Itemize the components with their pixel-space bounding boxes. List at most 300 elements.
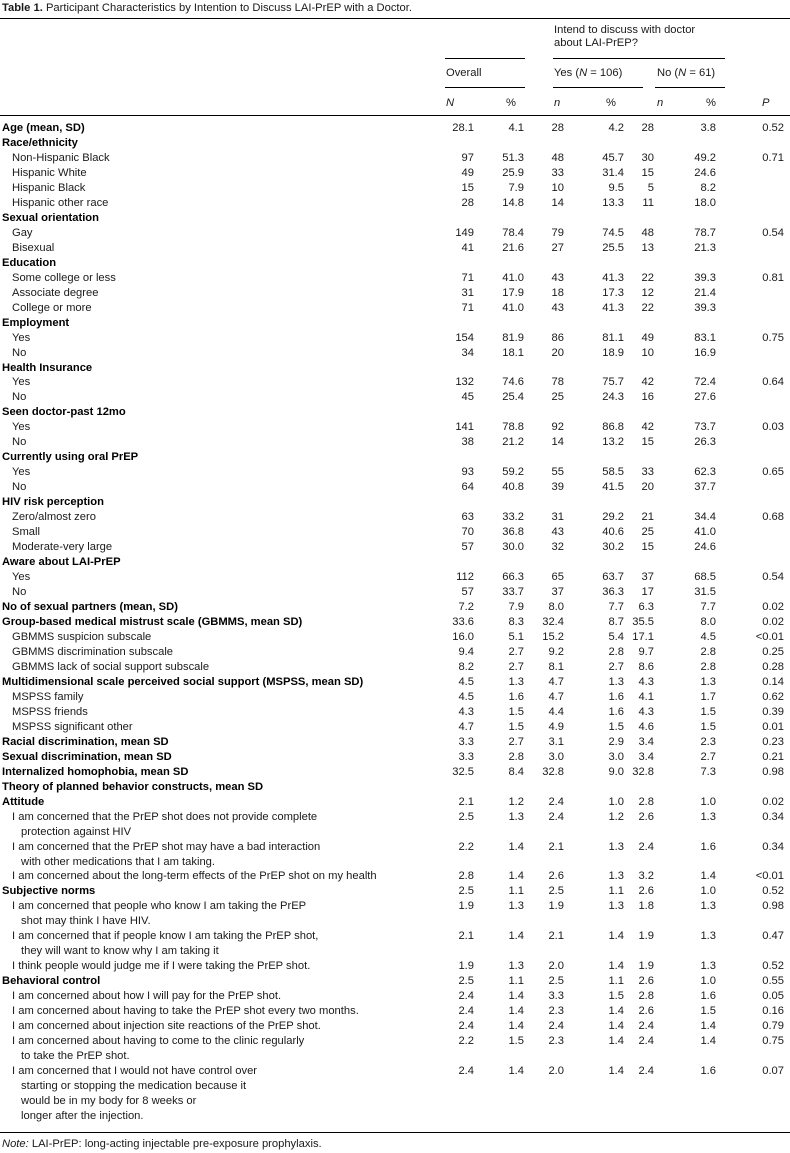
table-caption-text: Participant Characteristics by Intention to Discuss LAI-PrEP with a Doctor. xyxy=(45,2,412,14)
row-label-line: longer after the injection. xyxy=(21,1110,144,1123)
row-label-line: Attitude xyxy=(2,795,45,808)
table-row xyxy=(0,151,790,166)
cell-no-pct: 1.0 xyxy=(700,975,716,988)
cell-p-value: 0.81 xyxy=(762,271,784,284)
cell-no-n: 32.8 xyxy=(632,765,654,778)
cell-overall-pct: 1.4 xyxy=(508,930,524,943)
table-row xyxy=(0,720,790,735)
row-label-line: GBMMS lack of social support subscale xyxy=(12,660,210,673)
cell-no-pct: 1.3 xyxy=(700,960,716,973)
table-row xyxy=(0,226,790,241)
cell-no-n: 33 xyxy=(641,466,654,479)
row-label-line: Hispanic other race xyxy=(12,196,109,209)
cell-yes-pct: 1.4 xyxy=(608,1065,624,1078)
row-label-line: Behavioral control xyxy=(2,975,101,988)
cell-yes-n: 86 xyxy=(551,331,564,344)
row-label xyxy=(12,420,412,435)
row-label-line: Sexual discrimination, mean SD xyxy=(2,750,172,763)
row-label xyxy=(12,540,412,555)
cell-p-value: 0.25 xyxy=(762,645,784,658)
cell-no-pct: 1.4 xyxy=(700,1035,716,1048)
group-header-title xyxy=(554,24,695,50)
table-row xyxy=(0,555,790,570)
table-row xyxy=(0,780,790,795)
cell-no-n: 3.4 xyxy=(638,750,654,763)
cell-overall-n: 38 xyxy=(461,436,474,449)
row-label xyxy=(2,735,422,750)
no-header-prefix: No ( xyxy=(657,67,679,79)
row-label xyxy=(12,570,412,585)
cell-overall-pct: 14.8 xyxy=(502,196,524,209)
col-header-pct-yes: % xyxy=(606,97,616,109)
cell-overall-n: 4.7 xyxy=(458,720,474,733)
row-label-line: protection against HIV xyxy=(21,825,132,838)
cell-no-n: 42 xyxy=(641,376,654,389)
cell-yes-pct: 1.3 xyxy=(608,675,624,688)
row-label-line: I am concerned that I would not have control over xyxy=(12,1065,258,1078)
cell-yes-n: 43 xyxy=(551,526,564,539)
cell-overall-pct: 33.2 xyxy=(502,511,524,524)
cell-overall-pct: 21.6 xyxy=(502,241,524,254)
row-label-line: Small xyxy=(12,526,40,539)
cell-yes-pct: 74.5 xyxy=(602,226,624,239)
table-row xyxy=(0,959,790,974)
row-label-line: No xyxy=(12,346,27,359)
cell-no-pct: 24.6 xyxy=(694,541,716,554)
cell-yes-n: 2.1 xyxy=(548,840,564,853)
cell-p-value: 0.54 xyxy=(762,571,784,584)
cell-yes-pct: 1.4 xyxy=(608,930,624,943)
cell-no-pct: 83.1 xyxy=(694,331,716,344)
cell-no-pct: 18.0 xyxy=(694,196,716,209)
cell-no-pct: 72.4 xyxy=(694,376,716,389)
table-row xyxy=(0,840,790,870)
cell-p-value: 0.01 xyxy=(762,720,784,733)
cell-no-n: 4.3 xyxy=(638,675,654,688)
row-label xyxy=(12,480,412,495)
cell-yes-n: 2.3 xyxy=(548,1005,564,1018)
cell-no-pct: 1.0 xyxy=(700,885,716,898)
cell-yes-pct: 63.7 xyxy=(602,571,624,584)
cell-overall-pct: 59.2 xyxy=(502,466,524,479)
cell-overall-pct: 21.2 xyxy=(502,436,524,449)
cell-yes-n: 48 xyxy=(551,151,564,164)
cell-yes-pct: 9.0 xyxy=(608,765,624,778)
cell-overall-pct: 78.8 xyxy=(502,421,524,434)
table-row xyxy=(0,136,790,151)
row-label xyxy=(12,869,412,884)
row-label-line: Currently using oral PrEP xyxy=(2,451,139,464)
col-header-n-yes: n xyxy=(554,97,561,109)
cell-yes-pct: 1.4 xyxy=(608,1005,624,1018)
row-label xyxy=(12,1064,412,1124)
cell-p-value: 0.21 xyxy=(762,750,784,763)
row-label xyxy=(2,495,422,510)
cell-yes-pct: 4.2 xyxy=(608,122,624,134)
cell-yes-n: 43 xyxy=(551,271,564,284)
cell-overall-n: 2.2 xyxy=(458,840,474,853)
table-row xyxy=(0,450,790,465)
cell-no-n: 2.4 xyxy=(638,1035,654,1048)
cell-overall-pct: 1.4 xyxy=(508,1020,524,1033)
row-label xyxy=(12,840,412,870)
row-label-line: I am concerned that the PrEP shot may have a bad interaction xyxy=(12,840,321,853)
row-label xyxy=(2,615,422,630)
row-label xyxy=(2,256,422,271)
bottom-rule xyxy=(0,1132,790,1133)
cell-yes-pct: 1.1 xyxy=(608,885,624,898)
yes-header-prefix: Yes ( xyxy=(554,67,580,79)
cell-no-n: 17 xyxy=(641,586,654,599)
cell-no-n: 4.1 xyxy=(638,690,654,703)
col-header-N: N xyxy=(446,97,455,109)
table-caption-label: Table 1. xyxy=(2,2,43,14)
row-label xyxy=(12,301,412,316)
table-row xyxy=(0,241,790,256)
table-row xyxy=(0,585,790,600)
row-label-line: would be in my body for 8 weeks or xyxy=(21,1095,197,1108)
cell-overall-pct: 8.3 xyxy=(508,615,524,628)
cell-overall-pct: 40.8 xyxy=(502,481,524,494)
table-row xyxy=(0,705,790,720)
cell-overall-n: 4.5 xyxy=(458,690,474,703)
cell-no-pct: 21.4 xyxy=(694,286,716,299)
cell-no-pct: 7.3 xyxy=(700,765,716,778)
row-label xyxy=(12,810,412,840)
cell-no-pct: 21.3 xyxy=(694,241,716,254)
cell-p-value: 0.71 xyxy=(762,151,784,164)
cell-no-pct: 39.3 xyxy=(694,271,716,284)
table-row xyxy=(0,405,790,420)
cell-p-value: 0.52 xyxy=(762,960,784,973)
cell-p-value: <0.01 xyxy=(755,870,784,883)
cell-yes-pct: 13.2 xyxy=(602,436,624,449)
cell-yes-n: 79 xyxy=(551,226,564,239)
row-label xyxy=(2,316,422,331)
cell-no-n: 21 xyxy=(641,511,654,524)
cell-yes-pct: 1.6 xyxy=(608,690,624,703)
row-label-line: No xyxy=(12,436,27,449)
no-header-suffix: = 61) xyxy=(686,67,716,79)
cell-overall-pct: 1.3 xyxy=(508,900,524,913)
cell-overall-n: 4.3 xyxy=(458,705,474,718)
cell-no-pct: 1.6 xyxy=(700,990,716,1003)
cell-overall-n: 28.1 xyxy=(452,122,474,134)
cell-yes-pct: 18.9 xyxy=(602,346,624,359)
cell-no-pct: 3.8 xyxy=(700,122,716,134)
cell-p-value: 0.28 xyxy=(762,660,784,673)
cell-overall-n: 1.9 xyxy=(458,960,474,973)
row-label xyxy=(12,1034,412,1064)
row-label xyxy=(12,525,412,540)
row-label-line: Employment xyxy=(2,316,70,329)
cell-yes-n: 25 xyxy=(551,391,564,404)
cell-no-pct: 1.5 xyxy=(700,1005,716,1018)
row-label-line: Seen doctor-past 12mo xyxy=(2,406,126,419)
cell-overall-pct: 2.8 xyxy=(508,750,524,763)
cell-overall-pct: 2.7 xyxy=(508,645,524,658)
cell-overall-pct: 1.6 xyxy=(508,690,524,703)
row-label-line: Racial discrimination, mean SD xyxy=(2,735,169,748)
cell-yes-n: 14 xyxy=(551,436,564,449)
row-label xyxy=(2,675,422,690)
cell-p-value: 0.98 xyxy=(762,900,784,913)
row-label-line: Subjective norms xyxy=(2,885,96,898)
row-label xyxy=(12,465,412,480)
cell-no-pct: 26.3 xyxy=(694,436,716,449)
row-label xyxy=(12,390,412,405)
cell-yes-n: 2.4 xyxy=(548,810,564,823)
table-row xyxy=(0,600,790,615)
table-row xyxy=(0,525,790,540)
row-label xyxy=(12,989,412,1004)
table-row xyxy=(0,495,790,510)
table-row xyxy=(0,346,790,361)
cell-yes-n: 37 xyxy=(551,586,564,599)
cell-p-value: 0.39 xyxy=(762,705,784,718)
table-row xyxy=(0,929,790,959)
cell-yes-n: 2.6 xyxy=(548,870,564,883)
cell-yes-pct: 75.7 xyxy=(602,376,624,389)
cell-no-n: 4.6 xyxy=(638,720,654,733)
cell-yes-pct: 1.1 xyxy=(608,975,624,988)
cell-overall-n: 45 xyxy=(461,391,474,404)
cell-overall-n: 63 xyxy=(461,511,474,524)
cell-overall-n: 2.5 xyxy=(458,885,474,898)
cell-yes-pct: 1.3 xyxy=(608,840,624,853)
row-label-line: Yes xyxy=(12,421,31,434)
cell-overall-pct: 1.4 xyxy=(508,870,524,883)
row-label-line: Some college or less xyxy=(12,271,116,284)
cell-p-value: 0.98 xyxy=(762,765,784,778)
cell-yes-pct: 9.5 xyxy=(608,181,624,194)
cell-no-pct: 7.7 xyxy=(700,601,716,613)
cell-yes-n: 28 xyxy=(551,122,564,134)
cell-yes-pct: 7.7 xyxy=(608,601,624,613)
row-label xyxy=(12,271,412,286)
cell-p-value: 0.16 xyxy=(762,1005,784,1018)
row-label xyxy=(12,959,412,974)
table-row xyxy=(0,1004,790,1019)
cell-no-pct: 2.7 xyxy=(700,750,716,763)
row-label xyxy=(12,899,412,929)
cell-no-pct: 1.3 xyxy=(700,930,716,943)
col-header-pct-overall: % xyxy=(506,97,516,109)
cell-yes-pct: 2.7 xyxy=(608,660,624,673)
row-label-line: I am concerned that the PrEP shot does not provide complete xyxy=(12,810,318,823)
cell-no-n: 1.9 xyxy=(638,930,654,943)
cell-no-pct: 49.2 xyxy=(694,151,716,164)
row-label-line: Education xyxy=(2,256,57,269)
cell-overall-n: 57 xyxy=(461,541,474,554)
row-label-line: MSPSS family xyxy=(12,690,84,703)
cell-no-n: 10 xyxy=(641,346,654,359)
cell-no-n: 25 xyxy=(641,526,654,539)
cell-yes-n: 4.4 xyxy=(548,705,564,718)
row-label-line: with other medications that I am taking. xyxy=(21,855,216,868)
cell-yes-n: 92 xyxy=(551,421,564,434)
cell-no-n: 2.6 xyxy=(638,975,654,988)
cell-no-n: 2.4 xyxy=(638,840,654,853)
cell-yes-n: 2.4 xyxy=(548,795,564,808)
cell-overall-n: 28 xyxy=(461,196,474,209)
row-label xyxy=(2,765,422,780)
cell-no-pct: 68.5 xyxy=(694,571,716,584)
cell-overall-pct: 17.9 xyxy=(502,286,524,299)
cell-overall-n: 34 xyxy=(461,346,474,359)
cell-p-value: 0.54 xyxy=(762,226,784,239)
table-note xyxy=(2,1138,322,1150)
table-row xyxy=(0,899,790,929)
cell-yes-pct: 30.2 xyxy=(602,541,624,554)
cell-overall-n: 57 xyxy=(461,586,474,599)
cell-overall-n: 32.5 xyxy=(452,765,474,778)
cell-no-n: 13 xyxy=(641,241,654,254)
cell-no-n: 2.8 xyxy=(638,990,654,1003)
cell-no-n: 3.4 xyxy=(638,735,654,748)
overall-sub-rule xyxy=(445,87,525,88)
table-row xyxy=(0,181,790,196)
cell-yes-n: 78 xyxy=(551,376,564,389)
row-label-line: No xyxy=(12,391,27,404)
cell-yes-n: 65 xyxy=(551,571,564,584)
table-row xyxy=(0,301,790,316)
row-label xyxy=(12,375,412,390)
row-label-line: I am concerned that if people know I am taking the PrEP shot, xyxy=(12,930,319,943)
cell-no-pct: 1.3 xyxy=(700,900,716,913)
table-row xyxy=(0,316,790,331)
cell-overall-n: 31 xyxy=(461,286,474,299)
cell-yes-pct: 29.2 xyxy=(602,511,624,524)
row-label xyxy=(12,705,412,720)
table-row xyxy=(0,331,790,346)
cell-yes-n: 43 xyxy=(551,301,564,314)
cell-overall-n: 141 xyxy=(455,421,474,434)
cell-p-value: 0.07 xyxy=(762,1065,784,1078)
table-row xyxy=(0,510,790,525)
no-header xyxy=(657,67,715,80)
cell-yes-n: 32 xyxy=(551,541,564,554)
cell-yes-pct: 1.3 xyxy=(608,900,624,913)
cell-p-value: 0.75 xyxy=(762,331,784,344)
row-label-line: Yes xyxy=(12,331,31,344)
cell-no-pct: 1.6 xyxy=(700,1065,716,1078)
cell-yes-n: 3.0 xyxy=(548,750,564,763)
table-row xyxy=(0,286,790,301)
table-caption xyxy=(2,2,412,14)
cell-yes-pct: 58.5 xyxy=(602,466,624,479)
cell-yes-n: 4.7 xyxy=(548,690,564,703)
cell-overall-pct: 33.7 xyxy=(502,586,524,599)
cell-yes-pct: 41.3 xyxy=(602,271,624,284)
cell-overall-n: 4.5 xyxy=(458,675,474,688)
no-sub-rule xyxy=(655,87,725,88)
cell-overall-n: 70 xyxy=(461,526,474,539)
cell-overall-pct: 18.1 xyxy=(502,346,524,359)
row-label xyxy=(12,645,412,660)
cell-yes-n: 3.3 xyxy=(548,990,564,1003)
cell-no-pct: 1.3 xyxy=(700,675,716,688)
cell-p-value: 0.23 xyxy=(762,735,784,748)
cell-p-value: 0.14 xyxy=(762,675,784,688)
cell-no-pct: 8.2 xyxy=(700,181,716,194)
table-row xyxy=(0,420,790,435)
cell-no-pct: 34.4 xyxy=(694,511,716,524)
row-label xyxy=(12,286,412,301)
cell-no-n: 35.5 xyxy=(632,615,654,628)
cell-yes-pct: 31.4 xyxy=(602,166,624,179)
col-header-p: P xyxy=(762,97,770,109)
cell-no-pct: 4.5 xyxy=(700,630,716,643)
cell-overall-pct: 1.5 xyxy=(508,720,524,733)
cell-no-n: 16 xyxy=(641,391,654,404)
cell-yes-n: 8.1 xyxy=(548,660,564,673)
table-row xyxy=(0,630,790,645)
cell-yes-pct: 1.4 xyxy=(608,960,624,973)
row-label xyxy=(2,361,422,376)
cell-p-value: 0.64 xyxy=(762,376,784,389)
row-label-line: shot may think I have HIV. xyxy=(21,915,151,928)
cell-yes-pct: 45.7 xyxy=(602,151,624,164)
row-label-line: MSPSS friends xyxy=(12,705,88,718)
cell-yes-n: 2.3 xyxy=(548,1035,564,1048)
table-row xyxy=(0,465,790,480)
cell-yes-pct: 1.2 xyxy=(608,810,624,823)
row-label xyxy=(12,1019,412,1034)
cell-overall-pct: 74.6 xyxy=(502,376,524,389)
cell-yes-n: 1.9 xyxy=(548,900,564,913)
cell-no-pct: 1.4 xyxy=(700,1020,716,1033)
cell-overall-pct: 1.3 xyxy=(508,810,524,823)
row-label-line: they will want to know why I am taking it xyxy=(21,945,219,958)
cell-yes-n: 15.2 xyxy=(542,630,564,643)
row-label xyxy=(2,750,422,765)
overall-header-rule xyxy=(445,58,525,59)
cell-yes-pct: 41.3 xyxy=(602,301,624,314)
cell-no-n: 1.9 xyxy=(638,960,654,973)
row-label xyxy=(12,690,412,705)
table-row xyxy=(0,390,790,405)
cell-overall-pct: 5.1 xyxy=(508,630,524,643)
cell-no-n: 49 xyxy=(641,331,654,344)
cell-overall-pct: 8.4 xyxy=(508,765,524,778)
table-row xyxy=(0,795,790,810)
cell-p-value: <0.01 xyxy=(755,630,784,643)
cell-overall-pct: 1.1 xyxy=(508,885,524,898)
table-row xyxy=(0,690,790,705)
row-label-line: to take the PrEP shot. xyxy=(21,1050,130,1063)
table-row xyxy=(0,660,790,675)
cell-no-n: 20 xyxy=(641,481,654,494)
row-label-line: I am concerned about injection site reactions of the PrEP shot. xyxy=(12,1020,321,1033)
cell-no-n: 2.4 xyxy=(638,1065,654,1078)
cell-overall-n: 2.1 xyxy=(458,930,474,943)
cell-yes-pct: 1.6 xyxy=(608,705,624,718)
row-label xyxy=(12,331,412,346)
row-label xyxy=(12,196,412,211)
row-label-line: I am concerned about the long-term effects of the PrEP shot on my health xyxy=(12,870,377,883)
cell-overall-n: 41 xyxy=(461,241,474,254)
row-label xyxy=(2,555,422,570)
cell-no-pct: 1.5 xyxy=(700,705,716,718)
table-row xyxy=(0,361,790,376)
cell-no-n: 2.4 xyxy=(638,1020,654,1033)
table-row xyxy=(0,256,790,271)
row-label xyxy=(2,600,422,615)
cell-p-value: 0.03 xyxy=(762,421,784,434)
cell-yes-pct: 1.3 xyxy=(608,870,624,883)
cell-overall-pct: 1.3 xyxy=(508,960,524,973)
